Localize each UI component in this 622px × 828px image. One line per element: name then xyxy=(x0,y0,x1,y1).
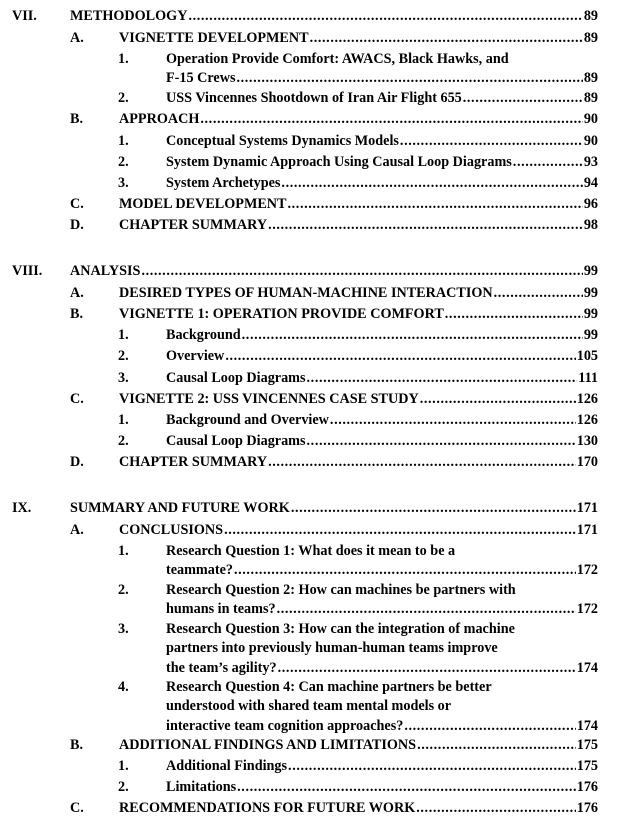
toc-entry-number: 1. xyxy=(118,133,129,149)
toc-entry-number: 4. xyxy=(118,679,129,695)
toc-entry-title: interactive team cognition approaches? xyxy=(166,717,404,734)
dot-leader xyxy=(404,717,575,736)
toc-entry-number: IX. xyxy=(12,500,32,516)
dot-leader xyxy=(188,7,582,26)
dot-leader xyxy=(225,347,575,366)
toc-entry-title-line xyxy=(166,678,598,697)
toc-entry-title: Research Question 3: How can the integration of machine xyxy=(166,621,515,637)
toc-entry-title: CHAPTER SUMMARY xyxy=(119,217,268,233)
toc-entry-page: 90 xyxy=(583,133,598,149)
toc-entry-title-line xyxy=(70,262,598,281)
toc-entry-page: 126 xyxy=(576,412,598,428)
toc-entry-title-line xyxy=(119,195,598,214)
toc-entry-title-line xyxy=(166,347,598,366)
toc-entry-title-line xyxy=(166,69,598,88)
toc-entry-title-line xyxy=(166,542,598,561)
toc-entry-title: MODEL DEVELOPMENT xyxy=(119,196,287,212)
dot-leader xyxy=(310,29,583,48)
toc-entry-number: 2. xyxy=(118,154,129,170)
toc-entry-title: VIGNETTE DEVELOPMENT xyxy=(119,30,309,46)
dot-leader xyxy=(268,453,576,472)
toc-entry-title: USS Vincennes Shootdown of Iran Air Flight 655 xyxy=(166,90,462,106)
toc-entry-number: A. xyxy=(70,522,84,538)
toc-entry-number: 2. xyxy=(118,348,129,364)
toc-entry-page: 99 xyxy=(583,306,598,322)
toc-entry-page: 175 xyxy=(576,758,598,774)
toc-entry-page: 174 xyxy=(576,717,598,734)
toc-entry-title-line xyxy=(119,521,598,540)
toc-entry-title-line xyxy=(166,581,598,600)
toc-entry-page: 89 xyxy=(583,8,598,24)
toc-entry-page: 99 xyxy=(583,285,598,301)
dot-leader xyxy=(281,174,582,193)
toc-entry-title-line xyxy=(166,132,598,151)
toc-entry-title-line xyxy=(166,561,598,580)
toc-entry-number: VII. xyxy=(12,8,37,24)
toc-entry-page: 172 xyxy=(576,562,598,579)
toc-entry-number: 3. xyxy=(118,175,129,191)
toc-entry-title-line xyxy=(70,499,598,518)
dot-leader xyxy=(288,757,576,776)
toc-entry-title-line xyxy=(119,305,598,324)
dot-leader xyxy=(307,432,576,451)
toc-entry-title: System Archetypes xyxy=(166,175,281,191)
toc-entry-number: C. xyxy=(70,196,84,212)
dot-leader xyxy=(242,326,583,345)
toc-entry-number: B. xyxy=(70,306,84,322)
toc-entry-title: Causal Loop Diagrams xyxy=(166,370,306,386)
dot-leader xyxy=(416,799,575,818)
dot-leader xyxy=(400,132,583,151)
toc-entry-title-line xyxy=(70,7,598,26)
dot-leader xyxy=(234,561,576,580)
toc-entry-number: 1. xyxy=(118,543,129,559)
toc-entry-title-line xyxy=(119,284,598,303)
toc-entry-title: Conceptual Systems Dynamics Models xyxy=(166,133,399,149)
toc-entry-title-line xyxy=(166,89,598,108)
dot-leader xyxy=(237,778,576,797)
dot-leader xyxy=(494,284,583,303)
toc-entry-title-line xyxy=(166,600,598,619)
toc-entry-title: Operation Provide Comfort: AWACS, Black Hawks, and xyxy=(166,51,509,67)
toc-entry-number: 2. xyxy=(118,582,129,598)
toc-entry-title-line xyxy=(166,50,598,69)
toc-entry-title: DESIRED TYPES OF HUMAN-MACHINE INTERACTION xyxy=(119,285,493,301)
toc-entry-title-line xyxy=(166,620,598,639)
toc-entry-title: ANALYSIS xyxy=(70,263,141,279)
toc-entry-title: Background xyxy=(166,327,241,343)
toc-entry-number: 1. xyxy=(118,758,129,774)
toc-entry-title: SUMMARY AND FUTURE WORK xyxy=(70,500,290,516)
toc-entry-page: 130 xyxy=(576,433,598,449)
toc-entry-title: humans in teams? xyxy=(166,601,276,618)
toc-entry-number: 3. xyxy=(118,370,129,386)
toc-entry-page: 99 xyxy=(583,327,598,343)
toc-entry-number: 1. xyxy=(118,51,129,67)
toc-entry-title-line xyxy=(166,369,598,388)
dot-leader xyxy=(277,600,576,619)
dot-leader xyxy=(224,521,576,540)
dot-leader xyxy=(307,369,578,388)
toc-entry-number: 1. xyxy=(118,412,129,428)
toc-entry-number: VIII. xyxy=(12,263,43,279)
toc-entry-number: 1. xyxy=(118,327,129,343)
toc-entry-title-line xyxy=(166,432,598,451)
toc-entry-title: VIGNETTE 2: USS VINCENNES CASE STUDY xyxy=(119,391,419,407)
toc-entry-page: 126 xyxy=(576,391,598,407)
dot-leader xyxy=(200,110,582,129)
toc-entry-title: APPROACH xyxy=(119,111,200,127)
toc-entry-page: 89 xyxy=(583,70,598,87)
toc-entry-title-line xyxy=(166,411,598,430)
toc-entry-title: CONCLUSIONS xyxy=(119,522,224,538)
toc-entry-title-line xyxy=(166,778,598,797)
toc-entry-title: Research Question 4: Can machine partners be better xyxy=(166,679,492,695)
toc-entry-page: 89 xyxy=(583,30,598,46)
toc-entry-page: 172 xyxy=(576,601,598,618)
toc-entry-number: A. xyxy=(70,30,84,46)
toc-entry-number: 2. xyxy=(118,90,129,106)
toc-entry-title-line xyxy=(166,717,598,736)
toc-entry-title: Additional Findings xyxy=(166,758,288,774)
dot-leader xyxy=(141,262,582,281)
toc-entry-page: 171 xyxy=(576,522,598,538)
dot-leader xyxy=(417,736,576,755)
toc-entry-page: 176 xyxy=(576,779,598,795)
toc-entry-title-line xyxy=(119,390,598,409)
toc-entry-page: 111 xyxy=(578,370,598,386)
toc-entry-page: 170 xyxy=(576,454,598,470)
toc-entry-page: 175 xyxy=(576,737,598,753)
toc-entry-number: 2. xyxy=(118,779,129,795)
toc-entry-title: METHODOLOGY xyxy=(70,8,188,24)
toc-entry-title: Limitations xyxy=(166,779,237,795)
toc-entry-title: understood with shared team mental models or xyxy=(166,698,452,715)
toc-entry-number: D. xyxy=(70,454,84,470)
toc-entry-title-line xyxy=(119,453,598,472)
toc-entry-title: Background and Overview xyxy=(166,412,329,428)
toc-entry-title-line xyxy=(166,153,598,172)
toc-entry-page: 174 xyxy=(576,659,598,676)
toc-entry-number: 2. xyxy=(118,433,129,449)
dot-leader xyxy=(513,153,583,172)
dot-leader xyxy=(278,659,576,678)
toc-entry-title-line xyxy=(166,639,598,658)
toc-entry-page: 90 xyxy=(583,111,598,127)
toc-entry-title: Overview xyxy=(166,348,225,364)
toc-entry-title-line xyxy=(166,757,598,776)
toc-entry-title-line xyxy=(166,697,598,716)
toc-entry-page: 171 xyxy=(576,500,598,516)
toc-entry-title: the team’s agility? xyxy=(166,659,277,676)
dot-leader xyxy=(236,69,582,88)
dot-leader xyxy=(463,89,583,108)
dot-leader xyxy=(330,411,576,430)
toc-entry-page: 98 xyxy=(583,217,598,233)
toc-entry-title-line xyxy=(119,799,598,818)
toc-entry-title: Research Question 1: What does it mean to be a xyxy=(166,543,456,559)
toc-entry-title: F-15 Crews xyxy=(166,70,236,87)
toc-entry-page: 99 xyxy=(583,263,598,279)
toc-entry-number: 3. xyxy=(118,621,129,637)
toc-entry-number: C. xyxy=(70,800,84,816)
toc-entry-number: B. xyxy=(70,737,84,753)
toc-entry-title: RECOMMENDATIONS FOR FUTURE WORK xyxy=(119,800,416,816)
toc-entry-page: 94 xyxy=(583,175,598,191)
toc-entry-page: 105 xyxy=(576,348,598,364)
toc-entry-title: System Dynamic Approach Using Causal Loop Diagrams xyxy=(166,154,512,170)
toc-entry-title: teammate? xyxy=(166,562,233,579)
toc-entry-title: VIGNETTE 1: OPERATION PROVIDE COMFORT xyxy=(119,306,444,322)
toc-entry-number: B. xyxy=(70,111,84,127)
toc-entry-page: 96 xyxy=(583,196,598,212)
toc-entry-title-line xyxy=(119,29,598,48)
toc-entry-title-line xyxy=(166,174,598,193)
dot-leader xyxy=(445,305,583,324)
toc-entry-title: ADDITIONAL FINDINGS AND LIMITATIONS xyxy=(119,737,417,753)
toc-entry-page: 176 xyxy=(576,800,598,816)
toc-entry-title: partners into previously human-human teams improve xyxy=(166,640,498,657)
dot-leader xyxy=(291,499,576,518)
toc-entry-title-line xyxy=(119,736,598,755)
toc-entry-title-line xyxy=(119,110,598,129)
toc-entry-page: 89 xyxy=(583,90,598,106)
toc-entry-page: 93 xyxy=(583,154,598,170)
dot-leader xyxy=(420,390,576,409)
toc-entry-title-line xyxy=(166,659,598,678)
toc-entry-number: C. xyxy=(70,391,84,407)
toc-entry-title: Causal Loop Diagrams xyxy=(166,433,306,449)
toc-entry-title-line xyxy=(166,326,598,345)
dot-leader xyxy=(288,195,583,214)
toc-entry-title: Research Question 2: How can machines be partners with xyxy=(166,582,516,598)
toc-entry-number: D. xyxy=(70,217,84,233)
toc-entry-title-line xyxy=(119,216,598,235)
toc-entry-number: A. xyxy=(70,285,84,301)
dot-leader xyxy=(268,216,583,235)
toc-entry-title: CHAPTER SUMMARY xyxy=(119,454,268,470)
